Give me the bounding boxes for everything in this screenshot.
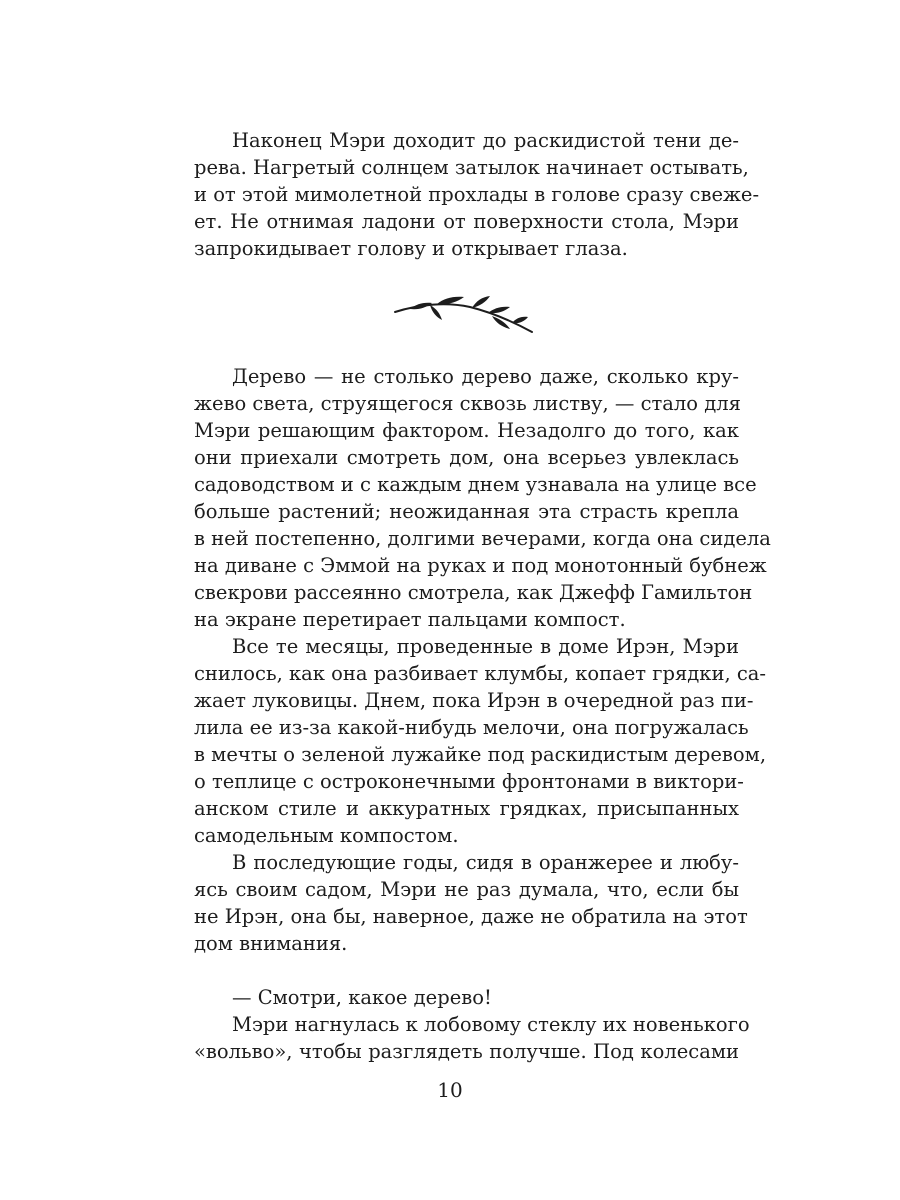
text-line: в ней постепенно, долгими вечерами, когда она сидела	[194, 527, 771, 550]
text-line: анском стиле и аккуратных грядках, присыпанных	[194, 797, 739, 820]
text-line: о теплице с остроконечными фронтонами в виктори-	[194, 770, 744, 793]
text-line: свекрови рассеянно смотрела, как Джефф Гамильтон	[194, 581, 753, 604]
text-line: жево света, струящегося сквозь листву, — стало для	[194, 392, 741, 415]
text-line: больше растений; неожиданная эта страсть крепла	[194, 500, 739, 523]
text-line: Все те месяцы, проведенные в доме Ирэн, Мэри	[232, 635, 739, 658]
text-line: Дерево — не столько дерево даже, сколько кру-	[232, 365, 739, 388]
text-line: в мечты о зеленой лужайке под раскидистым деревом,	[194, 743, 767, 766]
text-line: не Ирэн, она бы, наверное, даже не обратила на этот	[194, 905, 748, 928]
text-line: «вольво», чтобы разглядеть получше. Под колесами	[194, 1040, 739, 1063]
text-line: В последующие годы, сидя в оранжерее и любу-	[232, 851, 739, 874]
text-line: — Смотри, какое дерево!	[232, 986, 492, 1009]
text-line: ясь своим садом, Мэри не раз думала, что, если бы	[194, 878, 739, 901]
text-line: на экране перетирает пальцами компост.	[194, 608, 626, 631]
page-number: 10	[437, 1078, 463, 1102]
text-line: Мэри решающим фактором. Незадолго до того, как	[194, 419, 739, 442]
text-line: они приехали смотреть дом, она всерьез увлеклась	[194, 446, 739, 469]
text-line: ет. Не отнимая ладони от поверхности стола, Мэри	[194, 210, 739, 233]
text-line: садоводством и с каждым днем узнавала на улице все	[194, 473, 757, 496]
text-line: и от этой мимолетной прохлады в голове сразу свеже-	[194, 183, 760, 206]
text-line: Мэри нагнулась к лобовому стеклу их новенького	[232, 1013, 750, 1036]
text-line: лила ее из-за какой-нибудь мелочи, она погружалась	[194, 716, 749, 739]
text-line: жает луковицы. Днем, пока Ирэн в очередной раз пи-	[194, 689, 754, 712]
text-line: дом внимания.	[194, 932, 348, 955]
text-line: на диване с Эммой на руках и под монотонный бубнеж	[194, 554, 767, 577]
text-line: самодельным компостом.	[194, 824, 459, 847]
text-line: запрокидывает голову и открывает глаза.	[194, 237, 628, 260]
text-line: снилось, как она разбивает клумбы, копает грядки, са-	[194, 662, 767, 685]
leafy-branch-icon	[392, 292, 536, 338]
text-line: Наконец Мэри доходит до раскидистой тени де-	[232, 129, 739, 152]
text-line: рева. Нагретый солнцем затылок начинает остывать,	[194, 156, 749, 179]
